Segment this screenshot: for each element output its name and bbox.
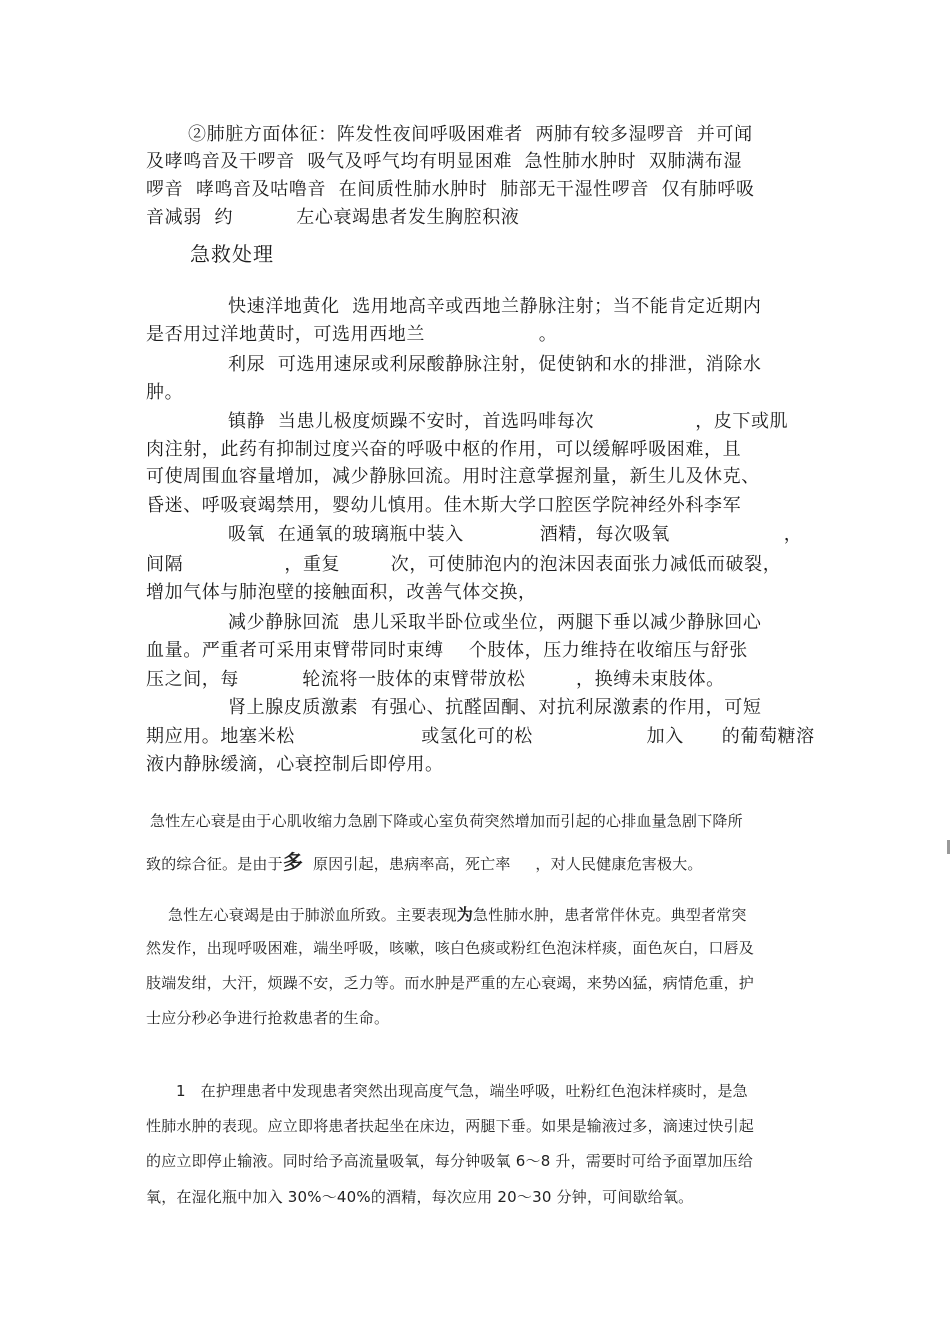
text-line: 的应立即停止输液。同时给予高流量吸氧，每分钟吸氧 6～8 升，需要时可给予面罩加压给 bbox=[146, 1152, 754, 1170]
text-line: 音减弱 约 左心衰竭患者发生胸腔积液 bbox=[146, 207, 520, 228]
text-segment: 急性左心衰竭是由于肺淤血所致。主要表现 bbox=[168, 906, 457, 924]
text-line: 及哮鸣音及干啰音 吸气及呼气均有明显困难 急性肺水肿时 双肺满布湿 bbox=[146, 151, 742, 172]
text-line: 1 在护理患者中发现患者突然出现高度气急，端坐呼吸，吐粉红色泡沫样痰时，是急 bbox=[176, 1082, 748, 1100]
text-segment: 急性肺水肿，患者常伴休克。典型者常突 bbox=[473, 906, 747, 924]
text-line: 肢端发绀，大汗，烦躁不安，乏力等。而水肿是严重的左心衰竭，来势凶猛，病情危重，护 bbox=[146, 974, 755, 992]
text-line: 肿。 bbox=[146, 382, 184, 403]
emphasis-glyph: 多 bbox=[282, 850, 304, 874]
text-line: 士应分秒必争进行抢救患者的生命。 bbox=[146, 1009, 390, 1027]
emphasis-glyph: 为 bbox=[456, 905, 474, 924]
text-line: 是否用过洋地黄时，可选用西地兰 。 bbox=[146, 324, 558, 345]
text-line: 增加气体与肺泡壁的接触面积，改善气体交换， bbox=[146, 582, 537, 603]
text-line: 氧，在湿化瓶中加入 30%～40%的酒精，每次应用 20～30 分钟，可间歇给氧。 bbox=[146, 1188, 694, 1206]
text-segment: 致的综合征。是由于 bbox=[146, 855, 283, 873]
text-line: 快速洋地黄化 选用地高辛或西地兰静脉注射；当不能肯定近期内 bbox=[228, 296, 762, 317]
text-line bbox=[146, 846, 703, 875]
text-line bbox=[168, 902, 747, 925]
text-segment: 原因引起，患病率高，死亡率 ，对人民健康危害极大。 bbox=[303, 855, 703, 873]
text-line: 期应用。地塞米松 或氢化可的松 加入 的葡萄糖溶 bbox=[146, 726, 815, 747]
text-line: 血量。严重者可采用束臂带同时束缚 个肢体，压力维持在收缩压与舒张 bbox=[146, 640, 748, 661]
text-line: 急性左心衰是由于心肌收缩力急剧下降或心室负荷突然增加而引起的心排血量急剧下降所 bbox=[150, 812, 743, 830]
text-line: 减少静脉回流 患儿采取半卧位或坐位，两腿下垂以减少静脉回心 bbox=[228, 612, 762, 633]
text-line: 肾上腺皮质激素 有强心、抗醛固酮、对抗利尿激素的作用，可短 bbox=[228, 697, 762, 718]
text-line: 肉注射，此药有抑制过度兴奋的呼吸中枢的作用，可以缓解呼吸困难，且 bbox=[146, 439, 742, 460]
section-heading: 急救处理 bbox=[190, 242, 274, 266]
text-line: 可使周围血容量增加，减少静脉回流。用时注意掌握剂量，新生儿及休克、 bbox=[146, 466, 760, 487]
text-line: 镇静 当患儿极度烦躁不安时，首选吗啡每次 ，皮下或肌 bbox=[228, 411, 789, 432]
text-line: 然发作，出现呼吸困难，端坐呼吸，咳嗽，咳白色痰或粉红色泡沫样痰，面色灰白，口唇及 bbox=[146, 939, 755, 957]
text-line: 昏迷、呼吸衰竭禁用，婴幼儿慎用。佳木斯大学口腔医学院神经外科李军 bbox=[146, 495, 742, 516]
text-line: 间隔 ，重复 次，可使肺泡内的泡沫因表面张力减低而破裂， bbox=[146, 554, 782, 575]
text-line: 吸氧 在通氧的玻璃瓶中装入 酒精，每次吸氧 ， bbox=[228, 524, 803, 545]
text-line: 啰音 哮鸣音及咕噜音 在间质性肺水肿时 肺部无干湿性啰音 仅有肺呼吸 bbox=[146, 179, 755, 200]
text-line: 液内静脉缓滴，心衰控制后即停用。 bbox=[146, 754, 444, 775]
text-line: 压之间，每 轮流将一肢体的束臂带放松 ，换缚未束肢体。 bbox=[146, 669, 725, 690]
text-line: 利尿 可选用速尿或利尿酸静脉注射，促使钠和水的排泄，消除水 bbox=[228, 354, 762, 375]
text-line: 性肺水肿的表现。应立即将患者扶起坐在床边，两腿下垂。如果是输液过多，滴速过快引起 bbox=[146, 1117, 755, 1135]
text-line: ②肺脏方面体征：阵发性夜间呼吸困难者 两肺有较多湿啰音 并可闻 bbox=[188, 124, 753, 145]
